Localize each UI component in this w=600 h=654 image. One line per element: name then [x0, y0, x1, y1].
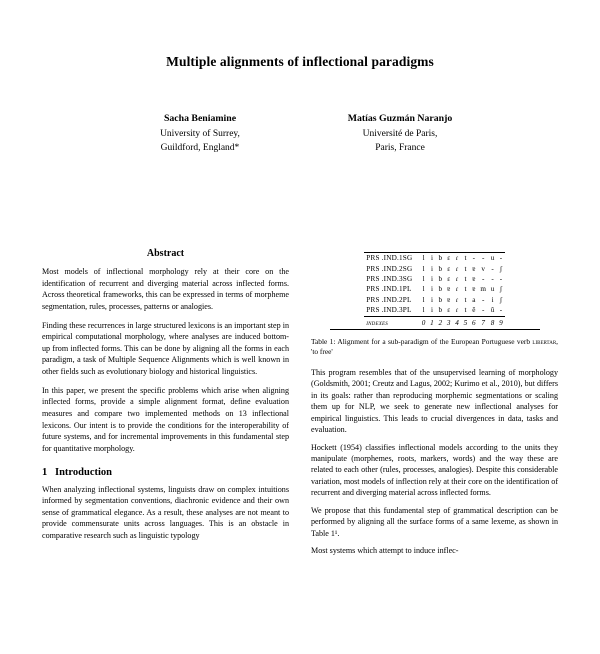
row-label: PRS .IND.3PL — [366, 306, 412, 315]
cell: ɛ — [447, 274, 451, 283]
cell: ɛ — [445, 253, 453, 264]
cell: ɾ — [455, 306, 459, 315]
table-bottom-rule — [330, 329, 540, 330]
cell: - — [470, 253, 478, 264]
index-cell: 6 — [470, 317, 478, 329]
cell: l — [422, 264, 425, 273]
index-cell: 3 — [445, 317, 453, 329]
cell: l — [422, 285, 425, 294]
cell: i — [430, 285, 433, 294]
section-number: 1 — [42, 466, 48, 478]
index-cell: 4 — [453, 317, 461, 329]
cell: t — [464, 306, 467, 315]
author-1-location: Guildford, England* — [160, 142, 240, 153]
author-1 — [100, 112, 300, 156]
cell: m — [480, 285, 486, 294]
page-title: Multiple alignments of inflectional paradigms — [166, 54, 434, 69]
abstract-paragraph: Most models of inflectional morphology rely at their core on the identification of recurrent and diverging material across inflected forms. Across theoretical frameworks, this can be expressed in terms of morpheme segmentation, rules, processes, patterns or analogies. — [42, 267, 289, 311]
index-row — [364, 317, 505, 329]
cell: i — [430, 264, 433, 273]
cell: t — [464, 295, 467, 304]
cell: ɐ — [447, 285, 451, 294]
two-column-body — [42, 244, 558, 563]
figure-table-1 — [311, 252, 558, 357]
index-cell: 8 — [488, 317, 496, 329]
table-row — [364, 284, 505, 294]
cell: l — [422, 274, 425, 283]
cell: i — [491, 295, 494, 304]
cell: i — [428, 253, 436, 264]
cell: - — [482, 295, 485, 304]
row-label: PRS .IND.2PL — [366, 295, 412, 304]
cell: - — [482, 274, 485, 283]
index-cell: 0 — [419, 317, 427, 329]
right-paragraph: We propose that this fundamental step of grammatical description can be performed by aligning all the surface forms of a same lexeme, as shown in Table 1¹. — [311, 505, 558, 538]
author-block — [0, 112, 600, 156]
cell: - — [491, 274, 494, 283]
alignment-table-body — [364, 253, 505, 329]
table-row — [364, 253, 505, 264]
cell: ɾ — [455, 264, 459, 273]
alignment-table — [364, 252, 505, 329]
author-2-affiliation: Université de Paris, — [362, 129, 438, 140]
left-column — [42, 244, 289, 563]
cell: a — [472, 295, 476, 304]
cell: t — [464, 285, 467, 294]
cell: ɛ — [447, 306, 451, 315]
author-1-affiliation: University of Surrey, — [160, 129, 240, 140]
cell: - — [478, 253, 488, 264]
caption-verb: libertar — [532, 336, 557, 346]
caption-prefix: Table 1: — [311, 336, 338, 346]
section-heading-introduction — [42, 467, 289, 478]
cell: ẽ — [472, 306, 476, 315]
index-cell: 1 — [428, 317, 436, 329]
cell: - — [499, 274, 503, 283]
cell: ɐ — [472, 274, 476, 283]
cell: b — [438, 285, 443, 294]
index-cell: 7 — [478, 317, 488, 329]
cell: v — [481, 264, 485, 273]
right-paragraph: This program resembles that of the unsupervised learning of morphology (Goldsmith, 2001; Creutz and Lagus, 2002; Kurimo et al., 2010), but differs in its goals: rather than reproducing morphemic segmentations or scaling them up for NLP, we seek to generate new inflectional analyses for empirical linguistics. This leads to crucial divergences in data, tasks and evaluation. — [311, 367, 558, 435]
abstract-heading: Abstract — [146, 248, 185, 259]
cell: ɐ — [447, 295, 451, 304]
figure-caption — [311, 337, 558, 357]
row-label: PRS .IND.3SG — [366, 274, 413, 283]
right-paragraph: Most systems which attempt to induce inflec- — [311, 546, 459, 556]
cell: t — [464, 264, 467, 273]
cell: l — [422, 306, 425, 315]
cell: ʃ — [499, 285, 503, 294]
cell: - — [497, 253, 505, 264]
right-column — [311, 244, 558, 563]
cell: i — [430, 274, 433, 283]
cell: t — [461, 253, 469, 264]
index-cell: 5 — [461, 317, 469, 329]
table-row — [364, 263, 505, 273]
cell: b — [438, 306, 443, 315]
cell: ɾ — [455, 274, 459, 283]
paper-page — [0, 54, 600, 654]
cell: ũ — [490, 306, 495, 315]
cell: ɛ — [447, 264, 451, 273]
cell: - — [482, 306, 485, 315]
caption-suffix: , 'to free' — [311, 336, 559, 356]
cell: l — [419, 253, 427, 264]
table-row — [364, 305, 505, 317]
author-2 — [300, 112, 500, 156]
cell: - — [499, 306, 503, 315]
cell: ɐ — [472, 264, 476, 273]
cell: u — [488, 253, 496, 264]
table-row — [364, 274, 505, 284]
cell: ɐ — [472, 285, 476, 294]
cell: b — [436, 253, 444, 264]
cell: b — [438, 274, 443, 283]
row-label: PRS .IND.1PL — [366, 285, 412, 294]
author-1-name: Sacha Beniamine — [163, 113, 237, 124]
cell: ʃ — [499, 264, 503, 273]
cell: b — [438, 295, 443, 304]
intro-paragraph: When analyzing inflectional systems, linguists draw on complex intuitions informed by segmentation conventions, diachronic evidence and their own sense of grammatical elegance. As a result, these analyses are not meant to provide commensurate units across languages. This is an obstacle in comparative research such as linguistic typology — [42, 484, 289, 540]
row-label: PRS .IND.1SG — [364, 253, 420, 264]
cell: i — [430, 295, 433, 304]
caption-text: Alignment for a sub-paradigm of the European Portuguese verb — [337, 336, 533, 346]
cell: ɾ — [455, 285, 459, 294]
index-row-label: indexes — [364, 317, 420, 329]
cell: b — [438, 264, 443, 273]
right-paragraph: Hockett (1954) classifies inflectional models according to the units they manipulate (morphemes, roots, markers, words) and the way these are related to each other (rules, processes, analogies). Despite this considerable variation, most models of inflection rely at their core on the identification of recurrent and diverging material across inflected forms. — [311, 442, 559, 498]
cell: u — [490, 285, 495, 294]
row-label: PRS .IND.2SG — [366, 264, 413, 273]
abstract-paragraph: Finding these recurrences in large structured lexicons is an important step in empirical computational morphology, where analyses are induced bottom-up from inflected forms. This can be done by aligning all the forms in each paradigm, a task of Multiple Sequence Alignments which is well known in other fields such as evolutionary biology and historical linguistics. — [42, 320, 289, 377]
abstract-paragraph: In this paper, we present the specific problems which arise when aligning inflected forms, provide a simple alignment format, define evaluation measures and compare two implemented methods on 13 inflectional lexicons. Our intent is to provide the conditions for the interoperability of future systems, and for incremental improvements in this fundamental step for quantitative morphology. — [42, 385, 289, 453]
section-title: Introduction — [55, 466, 112, 478]
index-cell: 2 — [436, 317, 444, 329]
cell: i — [430, 306, 433, 315]
cell: l — [422, 295, 425, 304]
author-2-location: Paris, France — [375, 142, 425, 153]
cell: - — [491, 264, 494, 273]
cell: ɾ — [453, 253, 461, 264]
cell: ʃ — [499, 295, 503, 304]
cell: t — [464, 274, 467, 283]
cell: ɾ — [455, 295, 459, 304]
author-2-name: Matías Guzmán Naranjo — [347, 113, 453, 124]
index-cell: 9 — [497, 317, 505, 329]
table-row — [364, 295, 505, 305]
